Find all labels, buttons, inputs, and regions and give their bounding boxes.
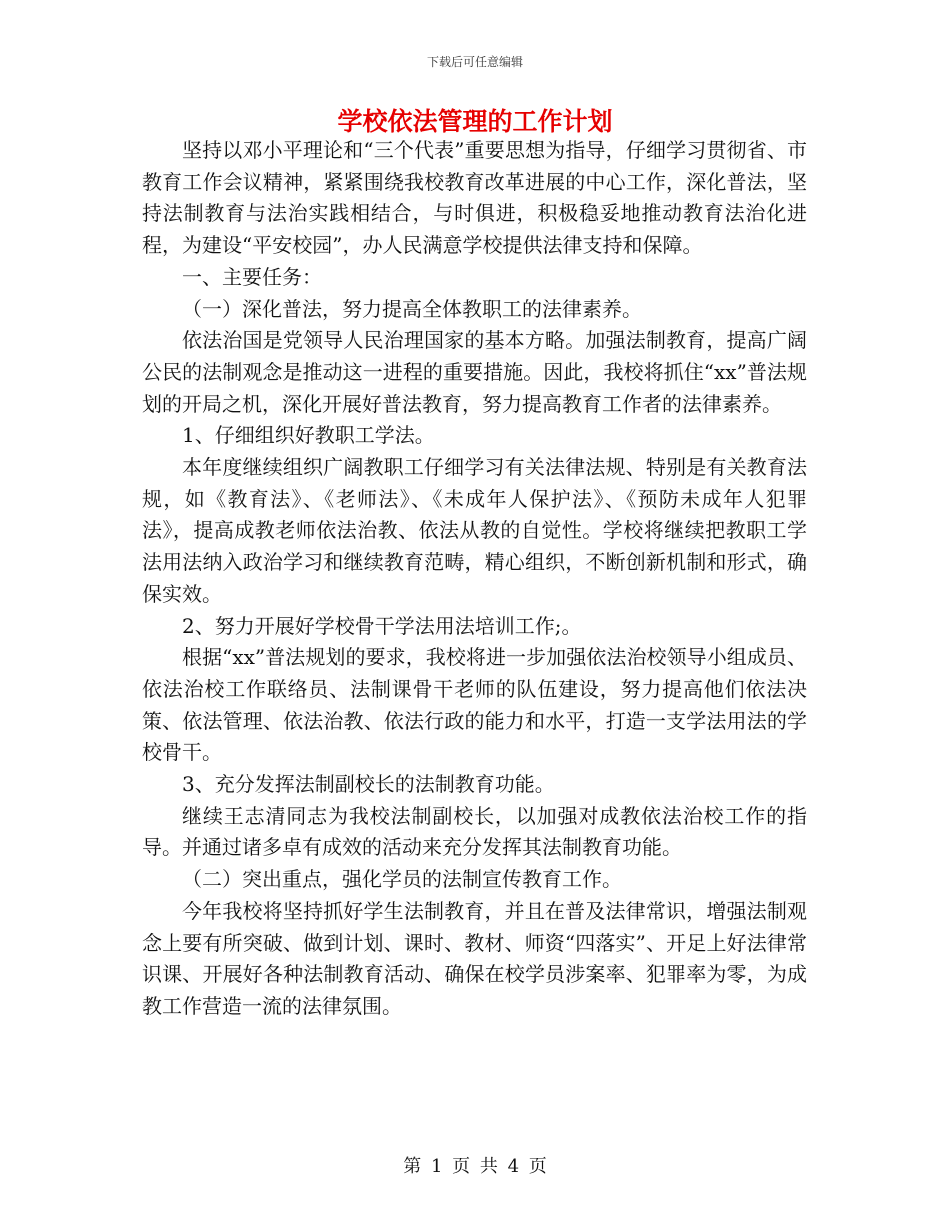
subsection-heading-2: （二）突出重点，强化学员的法制宣传教育工作。 <box>182 867 622 892</box>
document-body <box>142 135 807 1023</box>
paragraph: 继续王志清同志为我校法制副校长，以加强对成教依法治校工作的指导。并通过诸多卓有成效的活动来充分发挥其法制教育功能。 <box>142 803 807 860</box>
header-note: 下载后可任意编辑 <box>426 55 523 69</box>
subsection-heading-1: （一）深化普法，努力提高全体教职工的法律素养。 <box>182 296 642 321</box>
paragraph: 本年度继续组织广阔教职工仔细学习有关法律法规、特别是有关教育法规，如《教育法》、《老师法》、《未成年人保护法》、《预防未成年人犯罪法》，提高成教老师依法治教、依法从教的自觉性。学校将继续把教职工学法用法纳入政治学习和继续教育范畴，精心组织，不断创新机制和形式，确保实效。 <box>142 455 807 606</box>
paragraph: 根据“xx”普法规划的要求，我校将进一步加强依法治校领导小组成员、依法治校工作联络员、法制课骨干老师的队伍建设，努力提高他们依法决策、依法管理、依法治教、依法行政的能力和水平，打造一支学法用法的学校骨干。 <box>142 645 807 765</box>
document-title: 学校依法管理的工作计划 <box>337 107 613 136</box>
section-heading-main-tasks: 一、主要任务： <box>182 264 322 289</box>
item-heading-2: 2、努力开展好学校骨干学法用法培训工作;。 <box>182 613 582 638</box>
paragraph: 依法治国是党领导人民治理国家的基本方略。加强法制教育，提高广阔公民的法制观念是推动这一进程的重要措施。因此，我校将抓住“xx”普法规划的开局之机，深化开展好普法教育，努力提高教育工作者的法律素养。 <box>142 328 807 416</box>
paragraph: 今年我校将坚持抓好学生法制教育，并且在普及法律常识，增强法制观念上要有所突破、做到计划、课时、教材、师资“四落实”、开足上好法律常识课、开展好各种法制教育活动、确保在校学员涉案率、犯罪率为零，为成教工作营造一流的法律氛围。 <box>142 898 807 1018</box>
paragraph-intro: 坚持以邓小平理论和“三个代表”重要思想为指导，仔细学习贯彻省、市教育工作会议精神，紧紧围绕我校教育改革进展的中心工作，深化普法，坚持法制教育与法治实践相结合，与时俱进，积极稳妥地推动教育法治化进程，为建设“平安校园”，办人民满意学校提供法律支持和保障。 <box>142 138 807 258</box>
item-heading-1: 1、仔细组织好教职工学法。 <box>182 423 435 448</box>
page-number: 第 1 页 共 4 页 <box>403 1156 547 1177</box>
item-heading-3: 3、充分发挥法制副校长的法制教育功能。 <box>182 772 555 797</box>
